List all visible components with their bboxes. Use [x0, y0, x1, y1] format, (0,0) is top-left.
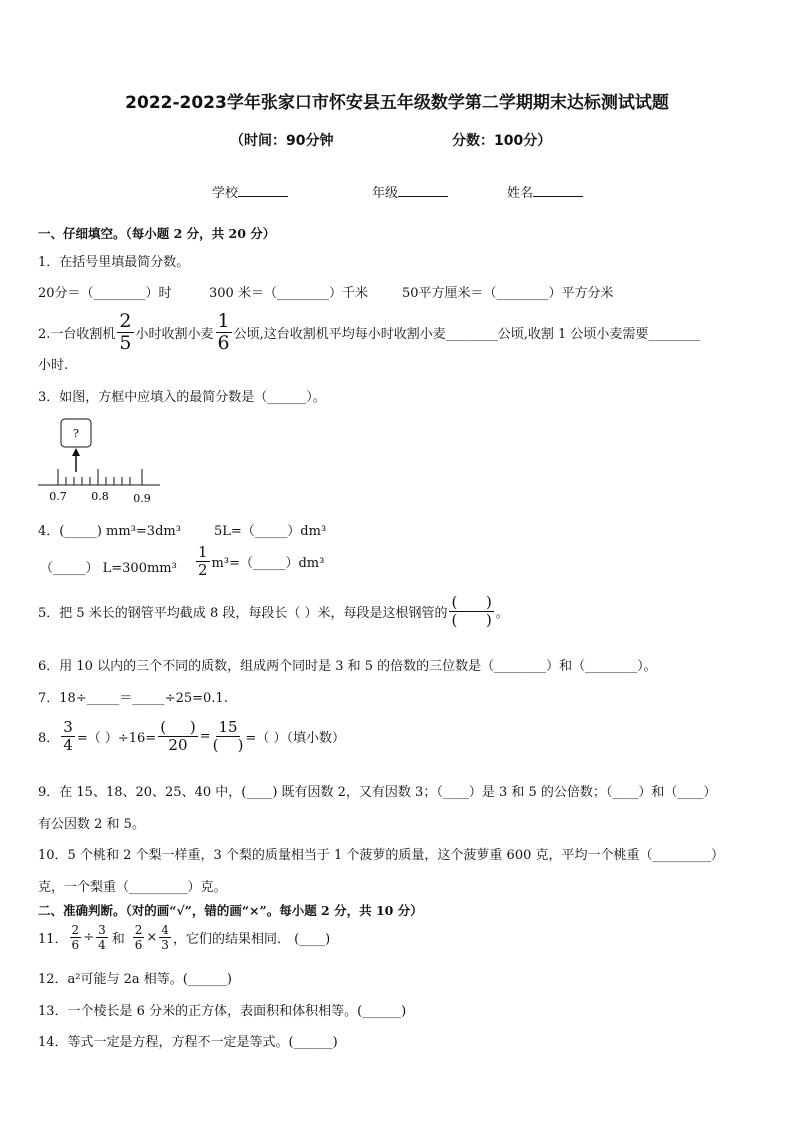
q14: 14．等式一定是方程，方程不一定是等式。(______)	[38, 1035, 338, 1050]
school-blank[interactable]	[238, 183, 288, 197]
q3-stem: 3．如图，方框中应填入的最简分数是（______）。	[38, 390, 326, 405]
q8-part-a: =（ ）÷16=	[76, 731, 157, 746]
q7: 7．18÷_____＝_____÷25=0.1.	[38, 691, 228, 706]
q1-part-b: 300 米＝（________）千米	[209, 286, 368, 301]
section-1-title: 一、仔细填空。（每小题 2 分，共 20 分）	[38, 226, 276, 241]
q5-blank-fraction[interactable]: $\frac{( )}{( )}$	[451, 593, 492, 629]
q2-fraction-1: $\frac{2}{5}$	[119, 310, 132, 354]
q11-op-divide: ÷	[83, 930, 95, 945]
q11-fraction-d: $\frac{4}{3}$	[161, 923, 169, 952]
q11-op-multiply: ×	[146, 930, 158, 945]
arrow-head-icon	[72, 448, 80, 456]
tick-label-0-8: 0.8	[91, 490, 109, 503]
q11-fraction-b: $\frac{3}{4}$	[98, 923, 106, 952]
name-field[interactable]	[507, 182, 583, 201]
answer-box-mark: ?	[73, 427, 79, 440]
grade-blank[interactable]	[398, 183, 448, 197]
q11-fraction-c: $\frac{2}{6}$	[134, 923, 143, 952]
q4-part-d	[194, 545, 324, 578]
q11-and: 和	[111, 932, 125, 947]
q11-line	[38, 924, 330, 951]
school-field[interactable]	[212, 182, 288, 201]
q1-part-a: 20分＝（________）时	[38, 286, 172, 301]
q9-line1: 9．在 15、18、20、25、40 中，(____) 既有因数 2，又有因数 3；（____）是 3 和 5 的公倍数；（____）和（____）	[38, 785, 717, 800]
q2-fraction-2: $\frac{1}{6}$	[217, 310, 230, 354]
exam-time: （时间：90分钟	[230, 133, 334, 149]
q2-pre: 2.一台收割机	[38, 327, 116, 342]
q4-part-c: （_____） L=300mm³	[40, 561, 177, 576]
exam-title: 2022-2023学年张家口市怀安县五年级数学第二学期期末达标测试试题	[125, 93, 669, 113]
q1-stem: 1．在括号里填最简分数。	[38, 255, 190, 270]
name-label: 姓名	[507, 186, 534, 201]
q8-fraction-1: $\frac{3}{4}$	[63, 718, 73, 754]
q2-mid: 小时收割小麦	[135, 327, 214, 342]
name-blank[interactable]	[533, 183, 583, 197]
q2-line2: 小时.	[38, 358, 69, 373]
q11-pre: 11．	[38, 932, 68, 947]
q8-post: =（ ）（填小数）	[245, 731, 345, 746]
q5-end: 。	[495, 606, 509, 621]
grade-field[interactable]	[372, 182, 448, 201]
q6: 6．用 10 以内的三个不同的质数，组成两个同时是 3 和 5 的倍数的三位数是（________）和（________）。	[38, 659, 657, 674]
q8-pre: 8．	[38, 731, 60, 746]
q1-part-c: 50平方厘米＝（________）平方分米	[402, 286, 614, 301]
q4-part-d-text: m³=（_____）dm³	[211, 556, 325, 571]
q5-line	[38, 595, 509, 628]
q8-eq: =	[199, 729, 211, 744]
q11-fraction-a: $\frac{2}{6}$	[71, 923, 80, 952]
q4-fraction: $\frac{1}{2}$	[198, 543, 208, 579]
q8-fraction-2[interactable]: $\frac{( )}{20}$	[160, 718, 196, 754]
tick-label-0-7: 0.7	[49, 490, 67, 503]
number-line-ticks	[58, 469, 142, 485]
number-line-figure	[36, 414, 166, 509]
tick-label-0-9: 0.9	[133, 492, 151, 505]
q8-line	[38, 720, 345, 753]
grade-label: 年级	[372, 186, 399, 201]
school-label: 学校	[212, 186, 239, 201]
q13: 13．一个棱长是 6 分米的正方体，表面积和体积相等。(______)	[38, 1004, 407, 1019]
q2-line1	[38, 312, 700, 353]
q5-stem: 5．把 5 米长的钢管平均截成 8 段，每段长（ ）米，每段是这根钢管的	[38, 606, 448, 621]
q4-part-b: 5L=（_____）dm³	[214, 524, 327, 539]
q2-post: 公顷,这台收割机平均每小时收割小麦________公顷,收割 1 公顷小麦需要________	[233, 327, 701, 342]
q12: 12．a²可能与 2a 相等。(______)	[38, 972, 232, 987]
q4-part-a: 4．(_____) mm³=3dm³	[38, 524, 181, 539]
q8-fraction-3[interactable]: $\frac{15}{( )}$	[212, 718, 244, 754]
q9-line2: 有公因数 2 和 5。	[38, 817, 145, 832]
section-2-title: 二、准确判断。（对的画“√”，错的画“×”。每小题 2 分，共 10 分）	[38, 903, 423, 918]
q10-line1: 10．5 个桃和 2 个梨一样重，3 个梨的质量相当于 1 个菠萝的质量，这个菠萝重 600 克，平均一个桃重（_________）	[38, 848, 724, 863]
q11-post: ，它们的结果相同． (____)	[172, 932, 331, 947]
exam-score: 分数：100分）	[452, 133, 552, 149]
q10-line2: 克，一个梨重（_________）克。	[38, 880, 227, 895]
